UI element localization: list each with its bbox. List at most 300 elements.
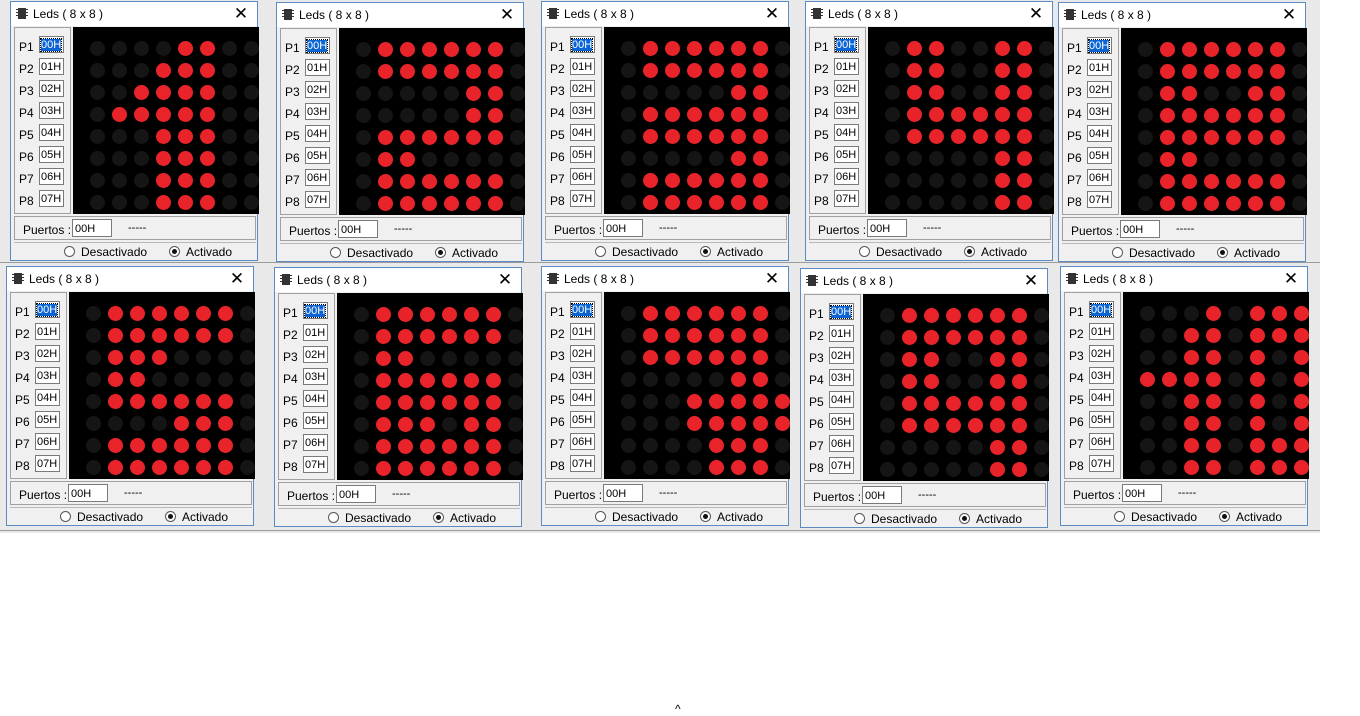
radio-circle[interactable] bbox=[700, 246, 711, 257]
led bbox=[218, 394, 233, 409]
led bbox=[486, 417, 501, 432]
radio-circle[interactable] bbox=[1112, 247, 1123, 258]
port-input[interactable] bbox=[570, 345, 595, 362]
title-bar[interactable] bbox=[542, 2, 788, 26]
led bbox=[420, 461, 435, 476]
led bbox=[152, 394, 167, 409]
port-input[interactable] bbox=[1087, 37, 1112, 54]
led bbox=[902, 418, 917, 433]
close-icon[interactable]: ✕ bbox=[1281, 5, 1297, 24]
port-input[interactable] bbox=[39, 146, 64, 163]
port-input[interactable] bbox=[834, 36, 859, 53]
radio-circle[interactable] bbox=[64, 246, 75, 257]
led bbox=[222, 41, 237, 56]
port-input[interactable] bbox=[303, 412, 328, 429]
radio-circle[interactable] bbox=[1114, 511, 1125, 522]
title-bar[interactable] bbox=[1059, 3, 1305, 27]
led bbox=[1206, 350, 1221, 365]
led bbox=[973, 63, 988, 78]
close-icon[interactable]: ✕ bbox=[764, 4, 780, 23]
puertos-input[interactable]: 00H bbox=[336, 485, 376, 503]
led bbox=[218, 438, 233, 453]
port-input[interactable] bbox=[303, 302, 328, 319]
radio-circle[interactable] bbox=[435, 247, 446, 258]
close-icon[interactable]: ✕ bbox=[764, 269, 780, 288]
port-value: 05H bbox=[1089, 150, 1110, 162]
puertos-status: ----- bbox=[1176, 223, 1195, 235]
radio-desactivado[interactable] bbox=[854, 512, 937, 526]
close-icon[interactable]: ✕ bbox=[499, 5, 515, 24]
led bbox=[753, 394, 768, 409]
leds-window[interactable] bbox=[274, 267, 522, 527]
ports-panel bbox=[1062, 28, 1119, 215]
port-input[interactable] bbox=[305, 59, 330, 76]
port-input[interactable] bbox=[834, 124, 859, 141]
led bbox=[1034, 396, 1049, 411]
port-input[interactable] bbox=[829, 369, 854, 386]
led bbox=[968, 440, 983, 455]
led bbox=[753, 63, 768, 78]
close-icon[interactable]: ✕ bbox=[1023, 271, 1039, 290]
led bbox=[1226, 130, 1241, 145]
led bbox=[486, 373, 501, 388]
radio-desactivado[interactable] bbox=[859, 245, 942, 259]
radio-circle[interactable] bbox=[433, 512, 444, 523]
led bbox=[643, 173, 658, 188]
led bbox=[621, 438, 636, 453]
port-input[interactable] bbox=[570, 36, 595, 53]
port-input[interactable] bbox=[1089, 389, 1114, 406]
led bbox=[86, 328, 101, 343]
led bbox=[1250, 460, 1265, 475]
led bbox=[731, 107, 746, 122]
led bbox=[1012, 462, 1027, 477]
port-input[interactable] bbox=[305, 37, 330, 54]
port-input[interactable] bbox=[35, 433, 60, 450]
led bbox=[378, 86, 393, 101]
led bbox=[1250, 372, 1265, 387]
title-bar[interactable] bbox=[806, 2, 1052, 26]
port-input[interactable] bbox=[1087, 59, 1112, 76]
port-input[interactable] bbox=[1089, 455, 1114, 472]
radio-circle[interactable] bbox=[859, 246, 870, 257]
led bbox=[687, 372, 702, 387]
radio-desactivado[interactable] bbox=[595, 245, 678, 259]
port-label: P7 bbox=[285, 173, 300, 187]
port-input[interactable] bbox=[35, 455, 60, 472]
port-input[interactable] bbox=[303, 346, 328, 363]
port-input[interactable] bbox=[570, 168, 595, 185]
port-input[interactable] bbox=[570, 301, 595, 318]
port-value: 06H bbox=[41, 171, 62, 183]
title-bar[interactable] bbox=[277, 3, 523, 27]
led bbox=[244, 85, 259, 100]
port-input[interactable] bbox=[829, 413, 854, 430]
led bbox=[108, 394, 123, 409]
led bbox=[86, 350, 101, 365]
radio-circle[interactable] bbox=[959, 513, 970, 524]
port-input[interactable] bbox=[39, 80, 64, 97]
close-icon[interactable]: ✕ bbox=[1028, 4, 1044, 23]
port-label: P7 bbox=[550, 172, 565, 186]
title-bar[interactable] bbox=[1061, 267, 1307, 291]
puertos-input[interactable]: 00H bbox=[1122, 484, 1162, 502]
led bbox=[1294, 306, 1309, 321]
port-input[interactable] bbox=[35, 301, 60, 318]
led bbox=[240, 350, 255, 365]
led bbox=[112, 129, 127, 144]
port-input[interactable] bbox=[39, 168, 64, 185]
led bbox=[995, 41, 1010, 56]
port-input[interactable] bbox=[35, 323, 60, 340]
led bbox=[1012, 308, 1027, 323]
led bbox=[422, 64, 437, 79]
port-input[interactable] bbox=[305, 169, 330, 186]
led-matrix bbox=[1123, 292, 1309, 479]
leds-window[interactable] bbox=[800, 268, 1048, 528]
led bbox=[222, 195, 237, 210]
radio-desactivado[interactable] bbox=[595, 510, 678, 524]
led bbox=[398, 329, 413, 344]
port-input[interactable] bbox=[570, 433, 595, 450]
radio-circle[interactable] bbox=[165, 511, 176, 522]
led bbox=[86, 394, 101, 409]
led bbox=[174, 350, 189, 365]
port-input[interactable] bbox=[570, 146, 595, 163]
radio-activado[interactable] bbox=[1217, 246, 1280, 260]
led bbox=[665, 107, 680, 122]
radio-circle[interactable] bbox=[60, 511, 71, 522]
port-input[interactable] bbox=[1087, 103, 1112, 120]
port-input[interactable] bbox=[303, 434, 328, 451]
radio-activado[interactable] bbox=[700, 510, 763, 524]
port-input[interactable] bbox=[305, 147, 330, 164]
radio-circle[interactable] bbox=[700, 511, 711, 522]
port-input[interactable] bbox=[35, 411, 60, 428]
port-input[interactable] bbox=[570, 80, 595, 97]
radio-circle[interactable] bbox=[1219, 511, 1230, 522]
led bbox=[643, 195, 658, 210]
led bbox=[687, 173, 702, 188]
radio-activado[interactable] bbox=[964, 245, 1027, 259]
window-title: Leds ( 8 x 8 ) bbox=[564, 7, 635, 21]
radio-activado[interactable] bbox=[433, 511, 496, 525]
title-bar[interactable] bbox=[275, 268, 521, 292]
led bbox=[378, 152, 393, 167]
leds-window[interactable] bbox=[1060, 266, 1308, 526]
radio-circle[interactable] bbox=[964, 246, 975, 257]
led bbox=[687, 63, 702, 78]
port-input[interactable] bbox=[829, 435, 854, 452]
led bbox=[885, 107, 900, 122]
port-input[interactable] bbox=[303, 368, 328, 385]
led bbox=[643, 129, 658, 144]
close-icon[interactable]: ✕ bbox=[229, 269, 245, 288]
led bbox=[1012, 418, 1027, 433]
led bbox=[356, 86, 371, 101]
port-input[interactable] bbox=[570, 389, 595, 406]
led bbox=[665, 195, 680, 210]
led bbox=[1012, 396, 1027, 411]
led bbox=[753, 107, 768, 122]
led bbox=[1017, 129, 1032, 144]
title-bar[interactable] bbox=[7, 267, 253, 291]
port-value: 01H bbox=[836, 61, 857, 73]
port-value: 02H bbox=[41, 83, 62, 95]
port-value: 07H bbox=[37, 458, 58, 470]
port-input[interactable] bbox=[1089, 345, 1114, 362]
led bbox=[687, 350, 702, 365]
port-input[interactable] bbox=[570, 190, 595, 207]
radio-desactivado[interactable] bbox=[1114, 510, 1197, 524]
leds-window[interactable] bbox=[10, 1, 258, 261]
radio-label: Desactivado bbox=[347, 246, 414, 260]
ports-panel bbox=[804, 294, 861, 481]
port-input[interactable] bbox=[1087, 147, 1112, 164]
radio-circle[interactable] bbox=[595, 246, 606, 257]
title-bar[interactable] bbox=[11, 2, 257, 26]
close-icon[interactable]: ✕ bbox=[233, 4, 249, 23]
led-matrix bbox=[339, 28, 525, 215]
led bbox=[240, 306, 255, 321]
radio-label: Activado bbox=[452, 246, 499, 260]
led bbox=[1272, 416, 1287, 431]
port-input[interactable] bbox=[35, 345, 60, 362]
radio-activado[interactable] bbox=[169, 245, 232, 259]
led bbox=[775, 306, 790, 321]
port-input[interactable] bbox=[1087, 169, 1112, 186]
radio-activado[interactable] bbox=[165, 510, 228, 524]
puertos-input[interactable]: 00H bbox=[862, 486, 902, 504]
port-input[interactable] bbox=[570, 323, 595, 340]
puertos-input[interactable]: 00H bbox=[68, 484, 108, 502]
port-input[interactable] bbox=[834, 102, 859, 119]
port-input[interactable] bbox=[570, 367, 595, 384]
radio-circle[interactable] bbox=[169, 246, 180, 257]
led bbox=[1160, 86, 1175, 101]
puertos-input[interactable]: 00H bbox=[603, 484, 643, 502]
port-value: 00H bbox=[1089, 40, 1110, 52]
leds-window[interactable] bbox=[276, 2, 524, 262]
port-input[interactable] bbox=[305, 81, 330, 98]
led bbox=[508, 461, 523, 476]
led bbox=[152, 350, 167, 365]
port-input[interactable] bbox=[829, 391, 854, 408]
led bbox=[885, 41, 900, 56]
radio-activado[interactable] bbox=[1219, 510, 1282, 524]
port-input[interactable] bbox=[570, 58, 595, 75]
puertos-input[interactable]: 00H bbox=[1120, 220, 1160, 238]
port-input[interactable] bbox=[1089, 301, 1114, 318]
puertos-input[interactable]: 00H bbox=[338, 220, 378, 238]
title-bar[interactable] bbox=[801, 269, 1047, 293]
puertos-input[interactable]: 00H bbox=[72, 219, 112, 237]
led bbox=[1034, 418, 1049, 433]
led bbox=[973, 129, 988, 144]
radio-desactivado[interactable] bbox=[60, 510, 143, 524]
led bbox=[1226, 152, 1241, 167]
led bbox=[376, 351, 391, 366]
radio-label: Activado bbox=[1234, 246, 1281, 260]
led bbox=[1039, 129, 1054, 144]
leds-window[interactable] bbox=[541, 1, 789, 261]
port-input[interactable] bbox=[1089, 411, 1114, 428]
port-input[interactable] bbox=[570, 455, 595, 472]
puertos-input[interactable]: 00H bbox=[603, 219, 643, 237]
port-input[interactable] bbox=[305, 191, 330, 208]
led bbox=[488, 196, 503, 211]
radio-circle[interactable] bbox=[328, 512, 339, 523]
led bbox=[902, 374, 917, 389]
port-input[interactable] bbox=[834, 190, 859, 207]
radio-activado[interactable] bbox=[959, 512, 1022, 526]
leds-window[interactable] bbox=[541, 266, 789, 526]
led bbox=[1160, 152, 1175, 167]
led-matrix bbox=[73, 27, 259, 214]
led bbox=[444, 64, 459, 79]
led bbox=[108, 350, 123, 365]
port-input[interactable] bbox=[1087, 81, 1112, 98]
led bbox=[178, 107, 193, 122]
port-value: 02H bbox=[305, 349, 326, 361]
led bbox=[1034, 462, 1049, 477]
close-icon[interactable]: ✕ bbox=[497, 270, 513, 289]
port-value: 07H bbox=[307, 194, 328, 206]
radio-desactivado[interactable] bbox=[64, 245, 147, 259]
port-input[interactable] bbox=[834, 168, 859, 185]
led bbox=[621, 63, 636, 78]
led bbox=[420, 439, 435, 454]
window-title: Leds ( 8 x 8 ) bbox=[564, 272, 635, 286]
led bbox=[196, 416, 211, 431]
port-input[interactable] bbox=[829, 347, 854, 364]
led bbox=[990, 440, 1005, 455]
leds-window[interactable] bbox=[805, 1, 1053, 261]
port-input[interactable] bbox=[834, 80, 859, 97]
radio-circle[interactable] bbox=[1217, 247, 1228, 258]
led bbox=[1248, 108, 1263, 123]
port-label: P2 bbox=[550, 327, 565, 341]
led bbox=[400, 152, 415, 167]
led bbox=[1294, 416, 1309, 431]
led bbox=[1162, 350, 1177, 365]
led bbox=[1184, 394, 1199, 409]
led bbox=[152, 328, 167, 343]
led bbox=[1206, 460, 1221, 475]
port-input[interactable] bbox=[305, 103, 330, 120]
radio-activado[interactable] bbox=[700, 245, 763, 259]
port-input[interactable] bbox=[39, 58, 64, 75]
port-input[interactable] bbox=[303, 390, 328, 407]
led bbox=[486, 395, 501, 410]
radio-circle[interactable] bbox=[854, 513, 865, 524]
led bbox=[1017, 195, 1032, 210]
led bbox=[112, 107, 127, 122]
mode-radio-group bbox=[10, 507, 252, 525]
port-input[interactable] bbox=[829, 303, 854, 320]
port-input[interactable] bbox=[1087, 191, 1112, 208]
led bbox=[130, 350, 145, 365]
led bbox=[1160, 196, 1175, 211]
led bbox=[1182, 130, 1197, 145]
port-input[interactable] bbox=[39, 190, 64, 207]
led bbox=[665, 460, 680, 475]
port-input[interactable] bbox=[834, 58, 859, 75]
port-input[interactable] bbox=[303, 456, 328, 473]
radio-activado[interactable] bbox=[435, 246, 498, 260]
radio-desactivado[interactable] bbox=[328, 511, 411, 525]
close-icon[interactable]: ✕ bbox=[1283, 269, 1299, 288]
port-input[interactable] bbox=[570, 124, 595, 141]
port-value: 01H bbox=[307, 62, 328, 74]
port-input[interactable] bbox=[35, 389, 60, 406]
port-input[interactable] bbox=[1089, 323, 1114, 340]
port-input[interactable] bbox=[39, 36, 64, 53]
led bbox=[1017, 151, 1032, 166]
port-input[interactable] bbox=[39, 102, 64, 119]
led bbox=[1228, 306, 1243, 321]
port-value: 02H bbox=[831, 350, 852, 362]
led bbox=[422, 196, 437, 211]
led bbox=[643, 151, 658, 166]
port-input[interactable] bbox=[834, 146, 859, 163]
led bbox=[968, 308, 983, 323]
led bbox=[946, 396, 961, 411]
port-input[interactable] bbox=[829, 457, 854, 474]
led bbox=[1204, 108, 1219, 123]
port-label: P3 bbox=[19, 84, 34, 98]
leds-window[interactable] bbox=[6, 266, 254, 526]
led bbox=[995, 195, 1010, 210]
led bbox=[1272, 328, 1287, 343]
port-input[interactable] bbox=[1089, 367, 1114, 384]
radio-desactivado[interactable] bbox=[1112, 246, 1195, 260]
port-label: P8 bbox=[1069, 459, 1084, 473]
led bbox=[1226, 42, 1241, 57]
radio-desactivado[interactable] bbox=[330, 246, 413, 260]
led bbox=[200, 85, 215, 100]
led bbox=[709, 438, 724, 453]
led bbox=[200, 173, 215, 188]
puertos-input[interactable]: 00H bbox=[867, 219, 907, 237]
led bbox=[1140, 350, 1155, 365]
leds-window[interactable] bbox=[1058, 2, 1306, 262]
led bbox=[643, 394, 658, 409]
radio-circle[interactable] bbox=[330, 247, 341, 258]
port-input[interactable] bbox=[39, 124, 64, 141]
port-input[interactable] bbox=[1089, 433, 1114, 450]
led bbox=[687, 306, 702, 321]
port-input[interactable] bbox=[1087, 125, 1112, 142]
led bbox=[951, 85, 966, 100]
port-label: P4 bbox=[1067, 107, 1082, 121]
port-input[interactable] bbox=[305, 125, 330, 142]
port-input[interactable] bbox=[303, 324, 328, 341]
led bbox=[1250, 416, 1265, 431]
port-input[interactable] bbox=[570, 102, 595, 119]
led bbox=[665, 350, 680, 365]
port-label: P5 bbox=[19, 128, 34, 142]
led bbox=[1206, 372, 1221, 387]
title-bar[interactable] bbox=[542, 267, 788, 291]
led bbox=[1017, 173, 1032, 188]
led bbox=[731, 151, 746, 166]
port-input[interactable] bbox=[829, 325, 854, 342]
port-label: P4 bbox=[809, 373, 824, 387]
radio-circle[interactable] bbox=[595, 511, 606, 522]
port-input[interactable] bbox=[570, 411, 595, 428]
port-input[interactable] bbox=[35, 367, 60, 384]
